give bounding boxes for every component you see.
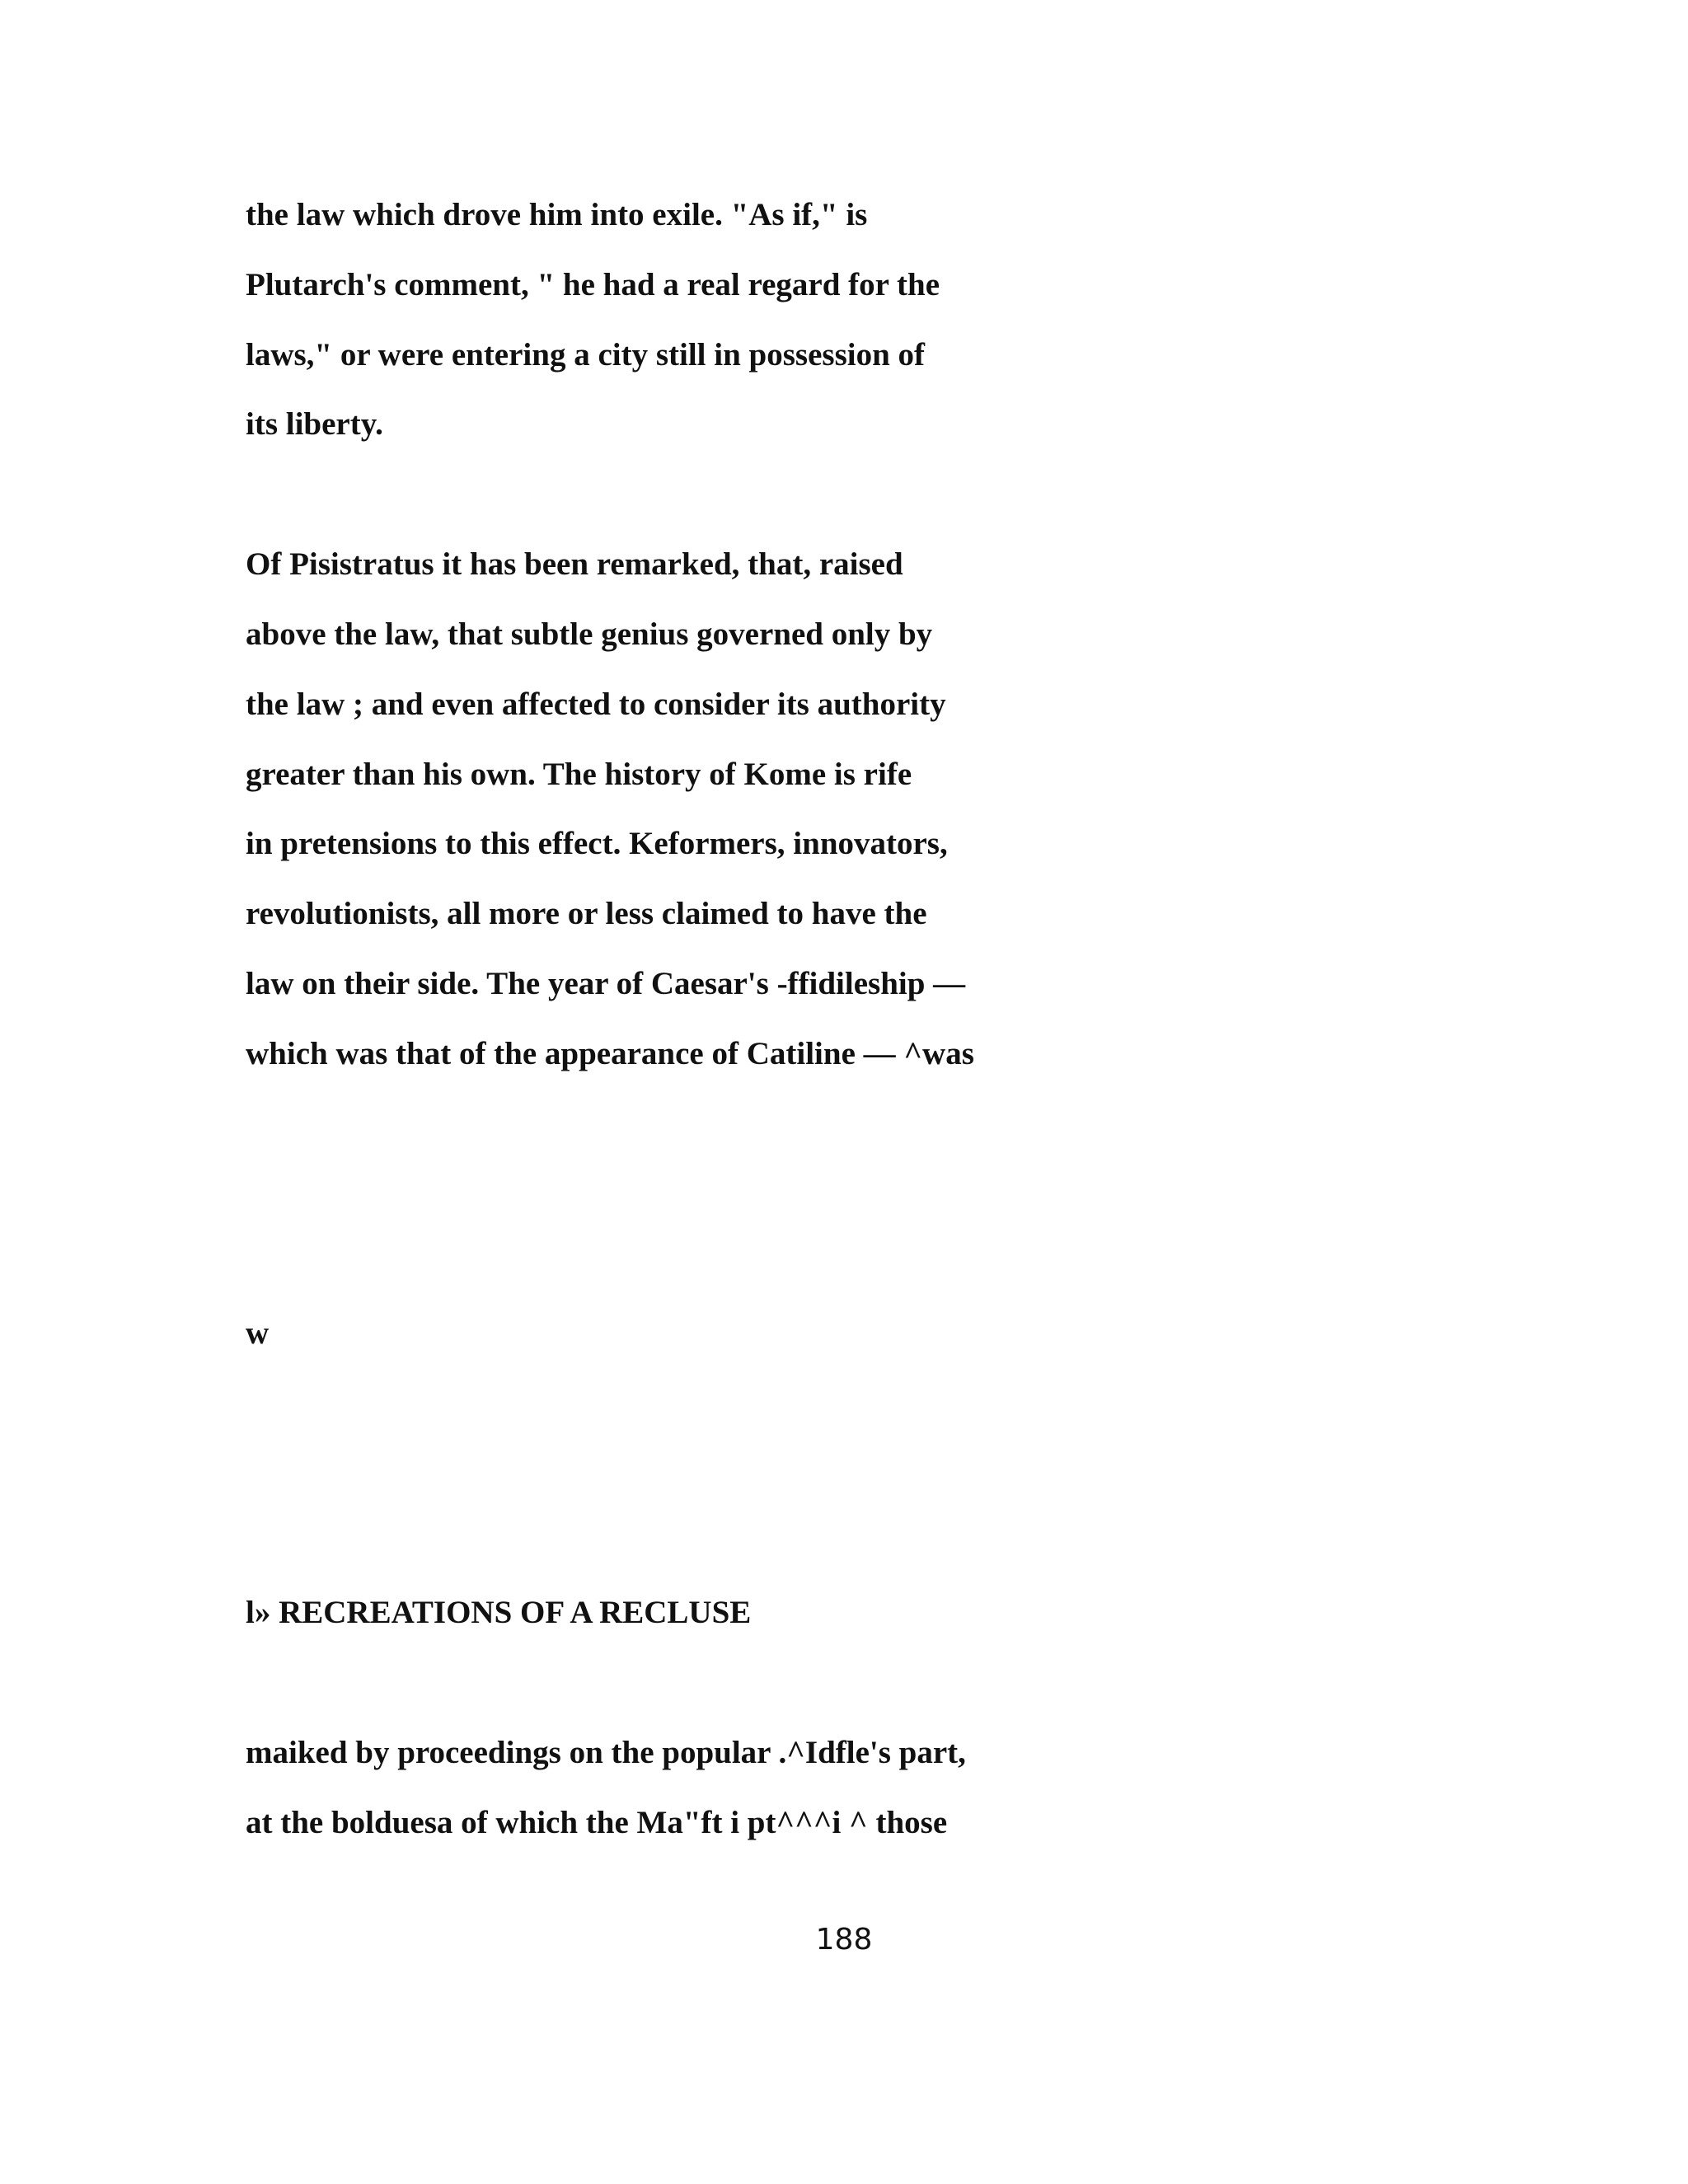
text-line: revolutionists, all more or less claimed to have the — [246, 896, 927, 931]
text-line: Of Pisistratus it has been remarked, that, raised — [246, 546, 903, 582]
stray-mark: w — [246, 1315, 270, 1351]
text-line: at the bolduesa of which the Ma"ft i pt^^^i ^ those — [246, 1805, 948, 1840]
text-line: the law ; and even affected to consider its authority — [246, 687, 946, 722]
text-line: in pretensions to this effect. Keformers, innovators, — [246, 826, 948, 861]
text-line: law on their side. The year of Caesar's -ffidileship — — [246, 966, 966, 1001]
page-number: 188 — [815, 1923, 873, 1957]
text-line: above the law, that subtle genius governed only by — [246, 616, 933, 652]
text-line: which was that of the appearance of Catiline — ^was — [246, 1036, 974, 1071]
text-line: the law which drove him into exile. "As if," is — [246, 197, 868, 232]
text-line: laws," or were entering a city still in possession of — [246, 337, 926, 373]
running-header: l» RECREATIONS OF A RECLUSE — [246, 1595, 752, 1630]
text-line: Plutarch's comment, " he had a real regard for the — [246, 267, 940, 302]
text-line: maiked by proceedings on the popular .^Idfle's part, — [246, 1735, 966, 1770]
text-line: its liberty. — [246, 406, 383, 442]
text-line: greater than his own. The history of Kome is rife — [246, 757, 912, 792]
